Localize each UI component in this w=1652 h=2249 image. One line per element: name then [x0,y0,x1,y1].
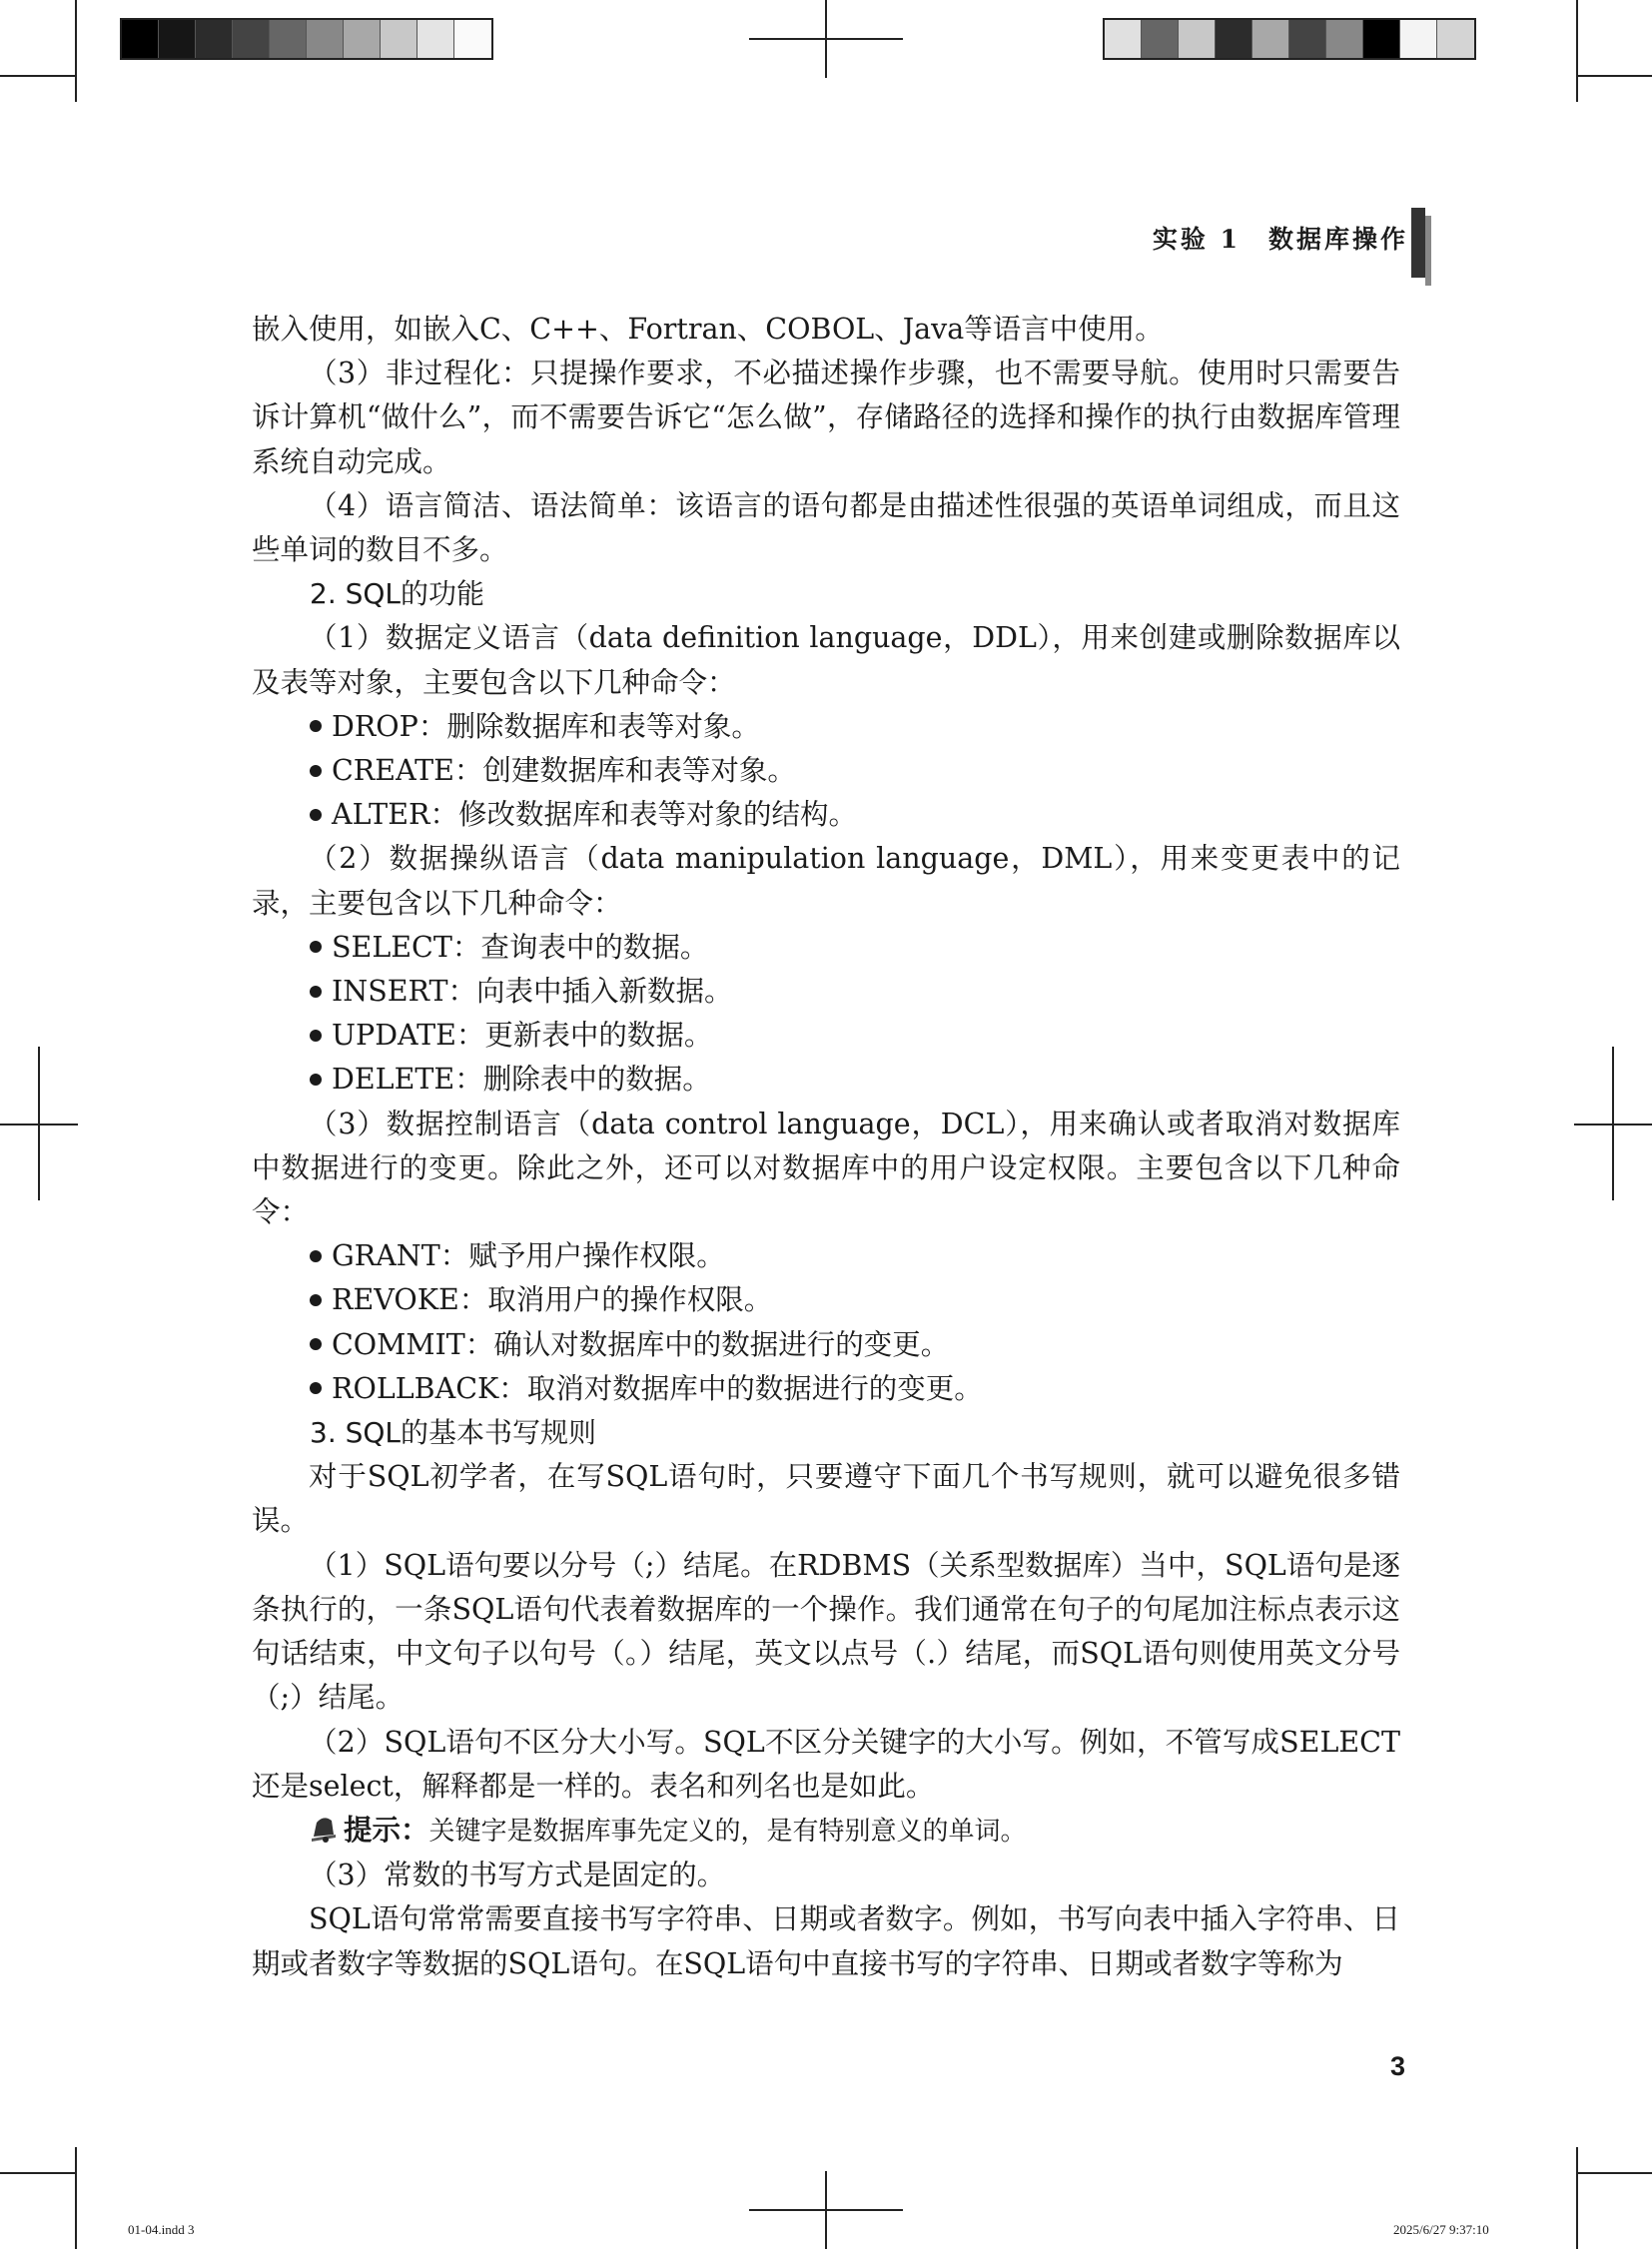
crop-mark [749,38,903,40]
crop-mark [749,2209,903,2211]
grayscale-strip-right [1103,18,1476,60]
tip-label: 提示： [344,1813,429,1847]
tip-note [252,1809,1400,1854]
list-item: GRANT：赋予用户操作权限。 [252,1234,1400,1278]
list-item: INSERT：向表中插入新数据。 [252,970,1400,1014]
crop-mark [0,1124,78,1125]
crop-mark [1576,2147,1578,2249]
tip-text: 关键字是数据库事先定义的，是有特别意义的单词。 [428,1816,1027,1847]
bullet-icon [310,1030,322,1042]
bullet-icon [310,941,322,953]
bullet-icon [310,720,322,732]
paragraph: （4）语言简洁、语法简单：该语言的语句都是由描述性很强的英语单词组成，而且这些单词的数目不多。 [252,488,1400,567]
list-item: DELETE：删除表中的数据。 [252,1058,1400,1102]
list-item: ROLLBACK：取消对数据库中的数据进行的变更。 [252,1367,1400,1411]
crop-mark [75,0,77,102]
crop-mark [1574,1124,1652,1125]
slug-date: 2025/6/27 9:37:10 [1393,2222,1489,2237]
list-item: UPDATE：更新表中的数据。 [252,1014,1400,1058]
list-item: REVOKE：取消用户的操作权限。 [252,1278,1400,1322]
bullet-icon [310,1382,322,1394]
bullet-icon [310,1294,322,1306]
page-number: 3 [1390,2051,1406,2081]
paragraph: （2）SQL语句不区分大小写。SQL不区分关键字的大小写。例如，不管写成SELECT还是select，解释都是一样的。表名和列名也是如此。 [252,1725,1400,1803]
page-body [252,308,1400,1986]
list-item: CREATE：创建数据库和表等对象。 [252,749,1400,793]
bullet-icon [310,1074,322,1086]
list-item: SELECT：查询表中的数据。 [252,926,1400,970]
paragraph: 对于SQL初学者，在写SQL语句时，只要遵守下面几个书写规则，就可以避免很多错误。 [252,1460,1400,1538]
paragraph: （3）数据控制语言（data control language，DCL），用来确认或者取消对数据库中数据进行的变更。除此之外，还可以对数据库中的用户设定权限。主要包含以下几种命令： [252,1107,1400,1229]
crop-mark [1576,75,1652,77]
grayscale-strip-left [120,18,493,60]
paragraph: （3）常数的书写方式是固定的。 [309,1859,726,1892]
bullet-icon [310,986,322,998]
crop-mark [0,2172,76,2174]
list-item: DROP：删除数据库和表等对象。 [252,705,1400,749]
paragraph: （1）SQL语句要以分号（;）结尾。在RDBMS（关系型数据库）当中，SQL语句是逐条执行的，一条SQL语句代表着数据库的一个操作。我们通常在句子的句尾加注标点表示这句话结束，中文句子以句号（。）结尾，英文以点号（.）结尾，而SQL语句则使用英文分号（;）结尾。 [252,1548,1400,1715]
slug-filename: 01-04.indd 3 [128,2222,195,2237]
paragraph: （2）数据操纵语言（data manipulation language，DML），用来变更表中的记录，主要包含以下几种命令： [252,842,1400,920]
list-item: ALTER：修改数据库和表等对象的结构。 [252,793,1400,837]
bullet-icon [310,1250,322,1262]
header-tab-bar [1411,208,1425,278]
bullet-icon [310,765,322,777]
list-item: COMMIT：确认对数据库中的数据进行的变更。 [252,1323,1400,1367]
crop-mark [0,75,76,77]
crop-mark [75,2147,77,2249]
crop-mark [1576,2172,1652,2174]
section-heading: 3. SQL的基本书写规则 [310,1416,597,1450]
header-tab-shadow [1425,216,1431,286]
bullet-icon [310,1338,322,1350]
paragraph: 嵌入使用，如嵌入C、C++、Fortran、COBOL、Java等语言中使用。 [252,313,1164,346]
running-header: 实验 1 数据库操作 [1152,225,1408,254]
paragraph: （1）数据定义语言（data definition language，DDL），用来创建或删除数据库以及表等对象，主要包含以下几种命令： [252,621,1400,699]
paragraph: （3）非过程化：只提操作要求，不必描述操作步骤，也不需要导航。使用时只需要告诉计算机“做什么”，而不需要告诉它“怎么做”，存储路径的选择和操作的执行由数据库管理系统自动完成。 [252,357,1400,478]
bullet-icon [310,809,322,821]
crop-mark [1576,0,1578,102]
bell-icon [308,1813,340,1845]
paragraph: SQL语句常常需要直接书写字符串、日期或者数字。例如，书写向表中插入字符串、日期或者数字等数据的SQL语句。在SQL语句中直接书写的字符串、日期或者数字等称为 [252,1902,1400,1980]
section-heading: 2. SQL的功能 [310,577,485,611]
